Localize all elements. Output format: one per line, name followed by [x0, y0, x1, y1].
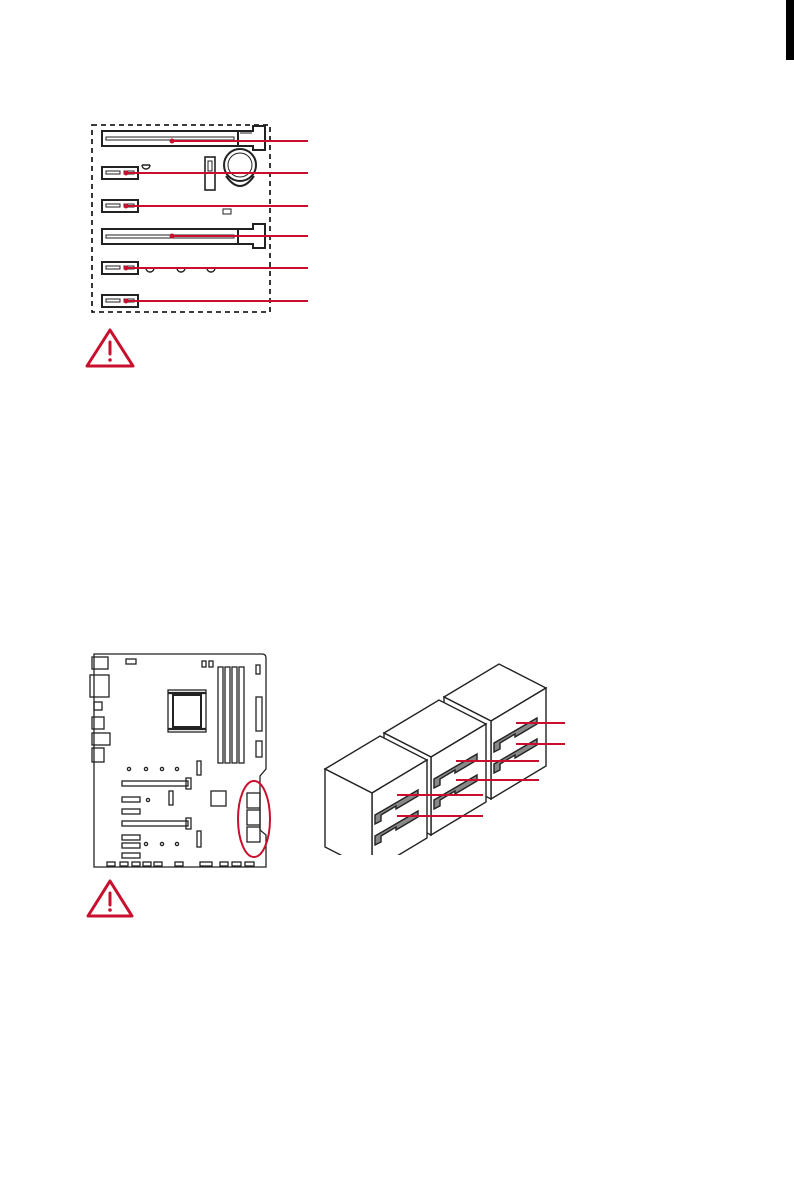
pcie-x16-slot-1	[102, 126, 265, 150]
warning-triangle-icon	[87, 330, 133, 366]
cmos-battery-icon	[224, 149, 256, 186]
jumper-icon	[223, 209, 231, 214]
pcie-slots-figure	[0, 0, 794, 380]
sata-ports-figure	[320, 655, 570, 855]
warning-triangle-icon	[85, 878, 135, 920]
motherboard-icon	[80, 645, 280, 880]
standoff-icon	[142, 165, 150, 169]
